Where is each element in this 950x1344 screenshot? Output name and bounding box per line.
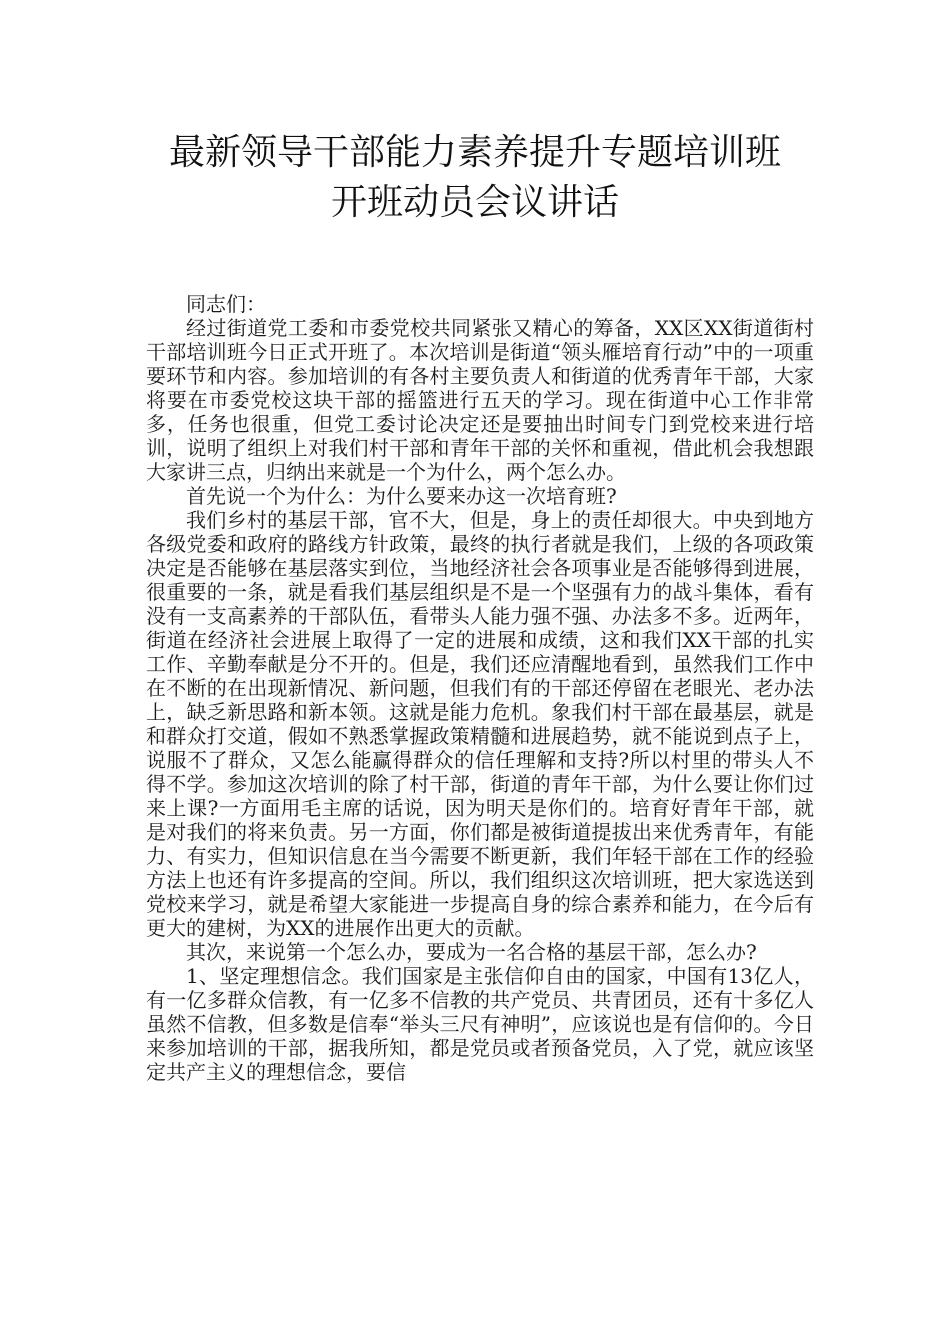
body-paragraph: 我们乡村的基层干部，官不大，但是，身上的责任却很大。中央到地方各级党委和政府的路线方针政策，最终的执行者就是我们，上级的各项政策决定是否能够在基层落实到位，当地经济社会各项事业是否能够得到进展，很重要的一条，就是看我们基层组织是不是一个坚强有力的战斗集体，看有没有一支高素养的干部队伍，看带头人能力强不强、办法多不多。近两年，街道在经济社会进展上取得了一定的进展和成绩，这和我们XX干部的扎实工作、辛勤奉献是分不开的。但是，我们还应清醒地看到，虽然我们工作中在不断的在出现新情况、新问题，但我们有的干部还停留在老眼光、老办法上，缺乏新思路和新本领。这就是能力危机。象我们村干部在最基层，就是和群众打交道，假如不熟悉掌握政策精髓和进展趋势，就不能说到点子上，说服不了群众，又怎么能赢得群众的信任理解和支持?所以村里的带头人不得不学。参加这次培训的除了村干部，街道的青年干部，为什么要让你们过来上课?一方面用毛主席的话说，因为明天是你们的。培育好青年干部，就是对我们的将来负责。另一方面，你们都是被街道提拔出来优秀青年，有能力、有实力，但知识信息在当今需要不断更新，我们年轻干部在工作的经验方法上也还有许多提高的空间。所以，我们组织这次培训班，把大家选送到党校来学习，就是希望大家能进一步提高自身的综合素养和能力，在今后有更大的建树，为XX的进展作出更大的贡献。: [146, 508, 814, 940]
body-paragraph: 首先说一个为什么：为什么要来办这一次培育班?: [186, 484, 617, 508]
body-paragraph: 1、坚定理想信念。我们国家是主张信仰自由的国家，中国有13亿人，有一亿多群众信教，有一亿多不信教的共产党员、共青团员，还有十多亿人虽然不信教，但多数是信奉“举头三尺有神明”，应该说也是有信仰的。今日来参加培训的干部，据我所知，都是党员或者预备党员，入了党，就应该坚定共产主义的理想信念，要信: [146, 964, 814, 1084]
document-title: [100, 128, 850, 228]
salutation-paragraph: 同志们：: [186, 292, 266, 316]
document-body: [146, 292, 814, 1084]
title-line-2: 开班动员会议讲话: [330, 182, 619, 223]
body-paragraph: 其次，来说第一个怎么办，要成为一名合格的基层干部，怎么办?: [186, 940, 757, 964]
body-paragraph: 经过街道党工委和市委党校共同紧张又精心的筹备，XX区XX街道街村干部培训班今日正式开班了。本次培训是街道“领头雁培育行动”中的一项重要环节和内容。参加培训的有各村主要负责人和街道的优秀青年干部，大家将要在市委党校这块干部的摇篮进行五天的学习。现在街道中心工作非常多，任务也很重，但党工委讨论决定还是要抽出时间专门到党校来进行培训，说明了组织上对我们村干部和青年干部的关怀和重视，借此机会我想跟大家讲三点，归纳出来就是一个为什么，两个怎么办。: [146, 316, 814, 484]
title-line-1: 最新领导干部能力素养提升专题培训班: [168, 132, 781, 173]
